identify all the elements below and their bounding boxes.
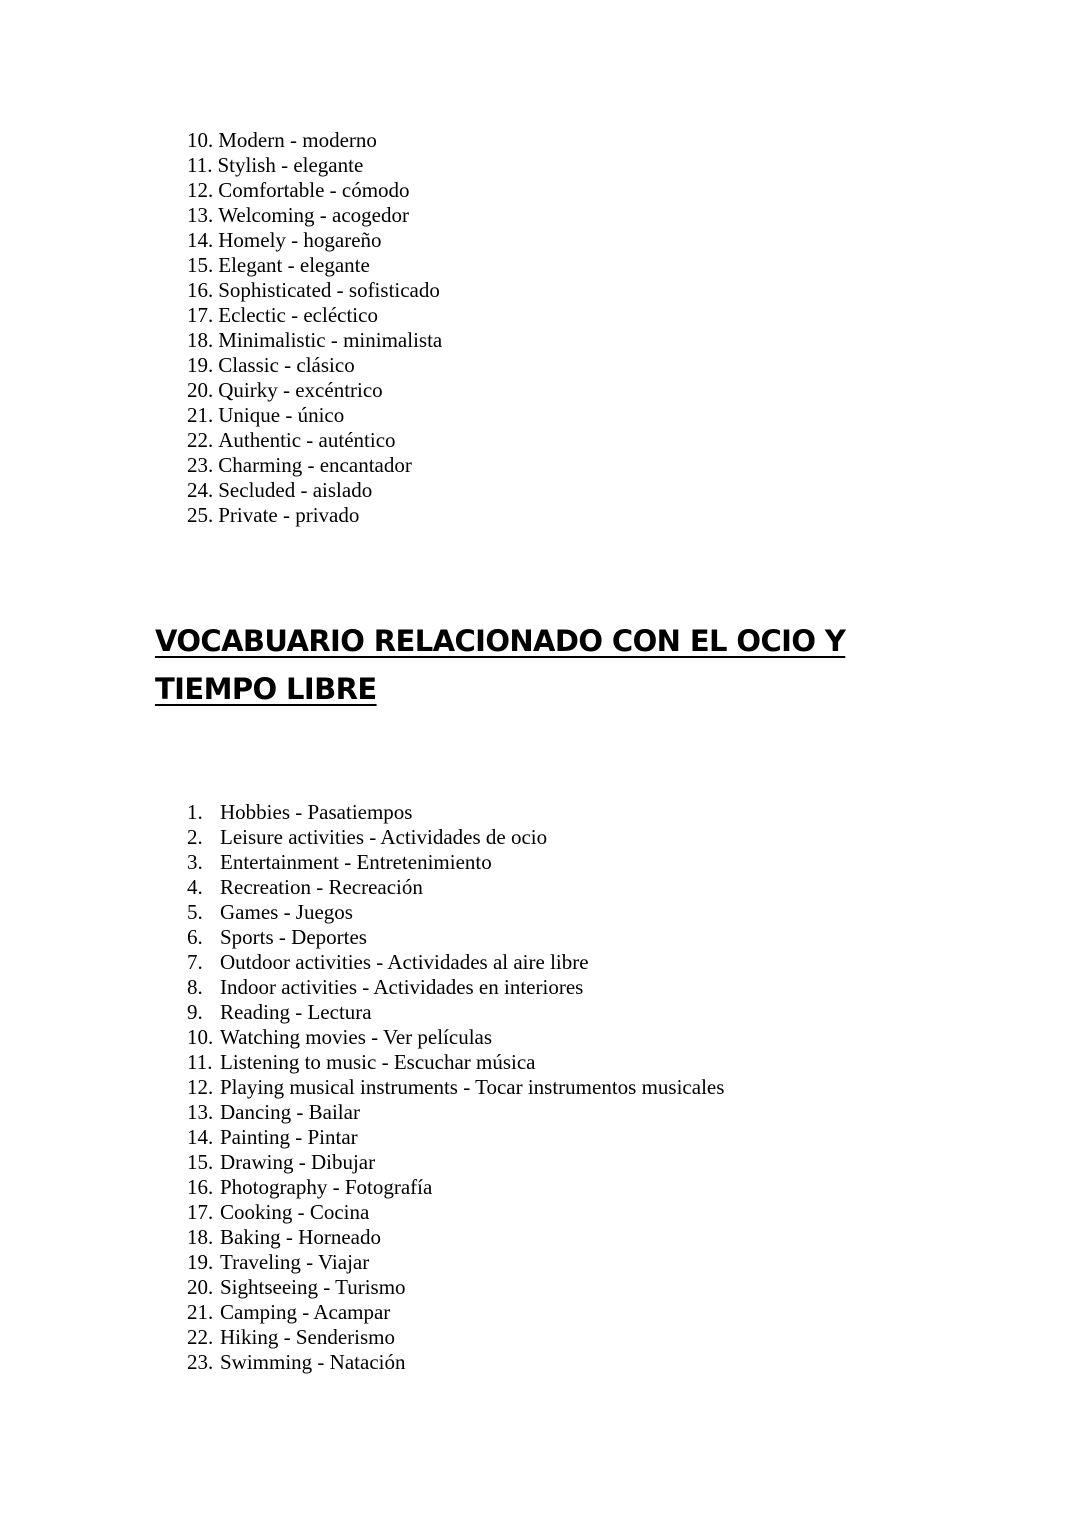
list-item <box>187 253 442 278</box>
item-text: Leisure activities - Actividades de ocio <box>220 825 548 849</box>
item-number: 17. <box>187 1200 214 1224</box>
vocabulary-list-home <box>187 128 442 528</box>
item-text: Unique - único <box>218 403 345 427</box>
list-item <box>187 228 442 253</box>
item-number: 10. <box>187 128 214 152</box>
list-item <box>187 1275 724 1300</box>
item-number: 15. <box>187 1150 214 1174</box>
item-text: Eclectic - ecléctico <box>218 303 378 327</box>
item-text: Private - privado <box>218 503 360 527</box>
item-text: Playing musical instruments - Tocar instrumentos musicales <box>220 1075 725 1099</box>
item-text: Outdoor activities - Actividades al aire libre <box>220 950 589 974</box>
list-item <box>187 328 442 353</box>
item-number: 12. <box>187 1075 214 1099</box>
item-number: 15. <box>187 253 214 277</box>
item-text: Recreation - Recreación <box>220 875 423 899</box>
item-number: 18. <box>187 1225 214 1249</box>
list-item <box>187 825 724 850</box>
item-number: 6. <box>187 925 203 949</box>
item-text: Cooking - Cocina <box>220 1200 370 1224</box>
item-text: Sports - Deportes <box>220 925 367 949</box>
list-item <box>187 1250 724 1275</box>
item-text: Traveling - Viajar <box>220 1250 370 1274</box>
item-number: 22. <box>187 428 214 452</box>
list-item <box>187 403 442 428</box>
item-text: Classic - clásico <box>218 353 355 377</box>
list-item <box>187 1175 724 1200</box>
list-item <box>187 503 442 528</box>
item-number: 19. <box>187 1250 214 1274</box>
item-number: 12. <box>187 178 214 202</box>
item-text: Drawing - Dibujar <box>220 1150 376 1174</box>
list-item <box>187 1225 724 1250</box>
list-item <box>187 303 442 328</box>
list-item <box>187 1200 724 1225</box>
list-item <box>187 1025 724 1050</box>
item-number: 13. <box>187 203 214 227</box>
item-number: 10. <box>187 1025 214 1049</box>
item-number: 11. <box>187 153 213 177</box>
list-item <box>187 1150 724 1175</box>
item-text: Comfortable - cómodo <box>218 178 410 202</box>
item-text: Welcoming - acogedor <box>218 203 409 227</box>
item-number: 23. <box>187 1350 214 1374</box>
item-number: 4. <box>187 875 203 899</box>
heading-line-1: VOCABUARIO RELACIONADO CON EL OCIO Y <box>155 624 846 658</box>
item-text: Swimming - Natación <box>220 1350 406 1374</box>
item-text: Painting - Pintar <box>220 1125 358 1149</box>
heading-line-2: TIEMPO LIBRE <box>155 672 377 706</box>
section-heading <box>155 617 845 713</box>
list-item <box>187 428 442 453</box>
item-number: 21. <box>187 403 214 427</box>
item-text: Hobbies - Pasatiempos <box>220 800 413 824</box>
item-number: 13. <box>187 1100 214 1124</box>
item-number: 2. <box>187 825 203 849</box>
item-number: 19. <box>187 353 214 377</box>
item-text: Camping - Acampar <box>220 1300 391 1324</box>
item-text: Minimalistic - minimalista <box>218 328 443 352</box>
vocabulary-list-leisure <box>187 800 724 1375</box>
item-text: Sophisticated - sofisticado <box>218 278 440 302</box>
item-number: 7. <box>187 950 203 974</box>
item-number: 20. <box>187 1275 214 1299</box>
item-number: 5. <box>187 900 203 924</box>
list-item <box>187 153 442 178</box>
item-text: Reading - Lectura <box>220 1000 372 1024</box>
item-text: Secluded - aislado <box>218 478 373 502</box>
item-text: Authentic - auténtico <box>218 428 396 452</box>
list-item <box>187 1350 724 1375</box>
item-text: Baking - Horneado <box>220 1225 381 1249</box>
item-number: 20. <box>187 378 214 402</box>
item-number: 21. <box>187 1300 214 1324</box>
item-text: Listening to music - Escuchar música <box>220 1050 536 1074</box>
list-item <box>187 1325 724 1350</box>
list-item <box>187 1050 724 1075</box>
item-text: Watching movies - Ver películas <box>220 1025 493 1049</box>
item-number: 16. <box>187 278 214 302</box>
item-text: Quirky - excéntrico <box>218 378 383 402</box>
list-item <box>187 875 724 900</box>
item-text: Charming - encantador <box>218 453 412 477</box>
item-text: Sightseeing - Turismo <box>220 1275 406 1299</box>
list-item <box>187 850 724 875</box>
item-number: 18. <box>187 328 214 352</box>
item-number: 16. <box>187 1175 214 1199</box>
list-item <box>187 1300 724 1325</box>
item-text: Hiking - Senderismo <box>220 1325 395 1349</box>
list-item <box>187 478 442 503</box>
item-number: 9. <box>187 1000 203 1024</box>
item-number: 24. <box>187 478 214 502</box>
item-number: 14. <box>187 1125 214 1149</box>
item-text: Homely - hogareño <box>218 228 382 252</box>
item-text: Stylish - elegante <box>217 153 364 177</box>
list-item <box>187 950 724 975</box>
item-text: Entertainment - Entretenimiento <box>220 850 492 874</box>
item-text: Dancing - Bailar <box>220 1100 360 1124</box>
item-number: 8. <box>187 975 203 999</box>
item-number: 1. <box>187 800 203 824</box>
item-text: Elegant - elegante <box>218 253 370 277</box>
item-text: Modern - moderno <box>218 128 377 152</box>
item-number: 17. <box>187 303 214 327</box>
list-item <box>187 1000 724 1025</box>
item-number: 11. <box>187 1050 213 1074</box>
list-item <box>187 353 442 378</box>
item-number: 22. <box>187 1325 214 1349</box>
list-item <box>187 128 442 153</box>
item-number: 14. <box>187 228 214 252</box>
item-text: Photography - Fotografía <box>220 1175 433 1199</box>
item-number: 3. <box>187 850 203 874</box>
item-text: Indoor activities - Actividades en interiores <box>220 975 584 999</box>
item-number: 25. <box>187 503 214 527</box>
list-item <box>187 925 724 950</box>
list-item <box>187 1075 724 1100</box>
list-item <box>187 278 442 303</box>
list-item <box>187 178 442 203</box>
list-item <box>187 1125 724 1150</box>
list-item <box>187 378 442 403</box>
item-text: Games - Juegos <box>220 900 353 924</box>
list-item <box>187 453 442 478</box>
list-item <box>187 975 724 1000</box>
list-item <box>187 800 724 825</box>
list-item <box>187 1100 724 1125</box>
item-number: 23. <box>187 453 214 477</box>
list-item <box>187 203 442 228</box>
list-item <box>187 900 724 925</box>
